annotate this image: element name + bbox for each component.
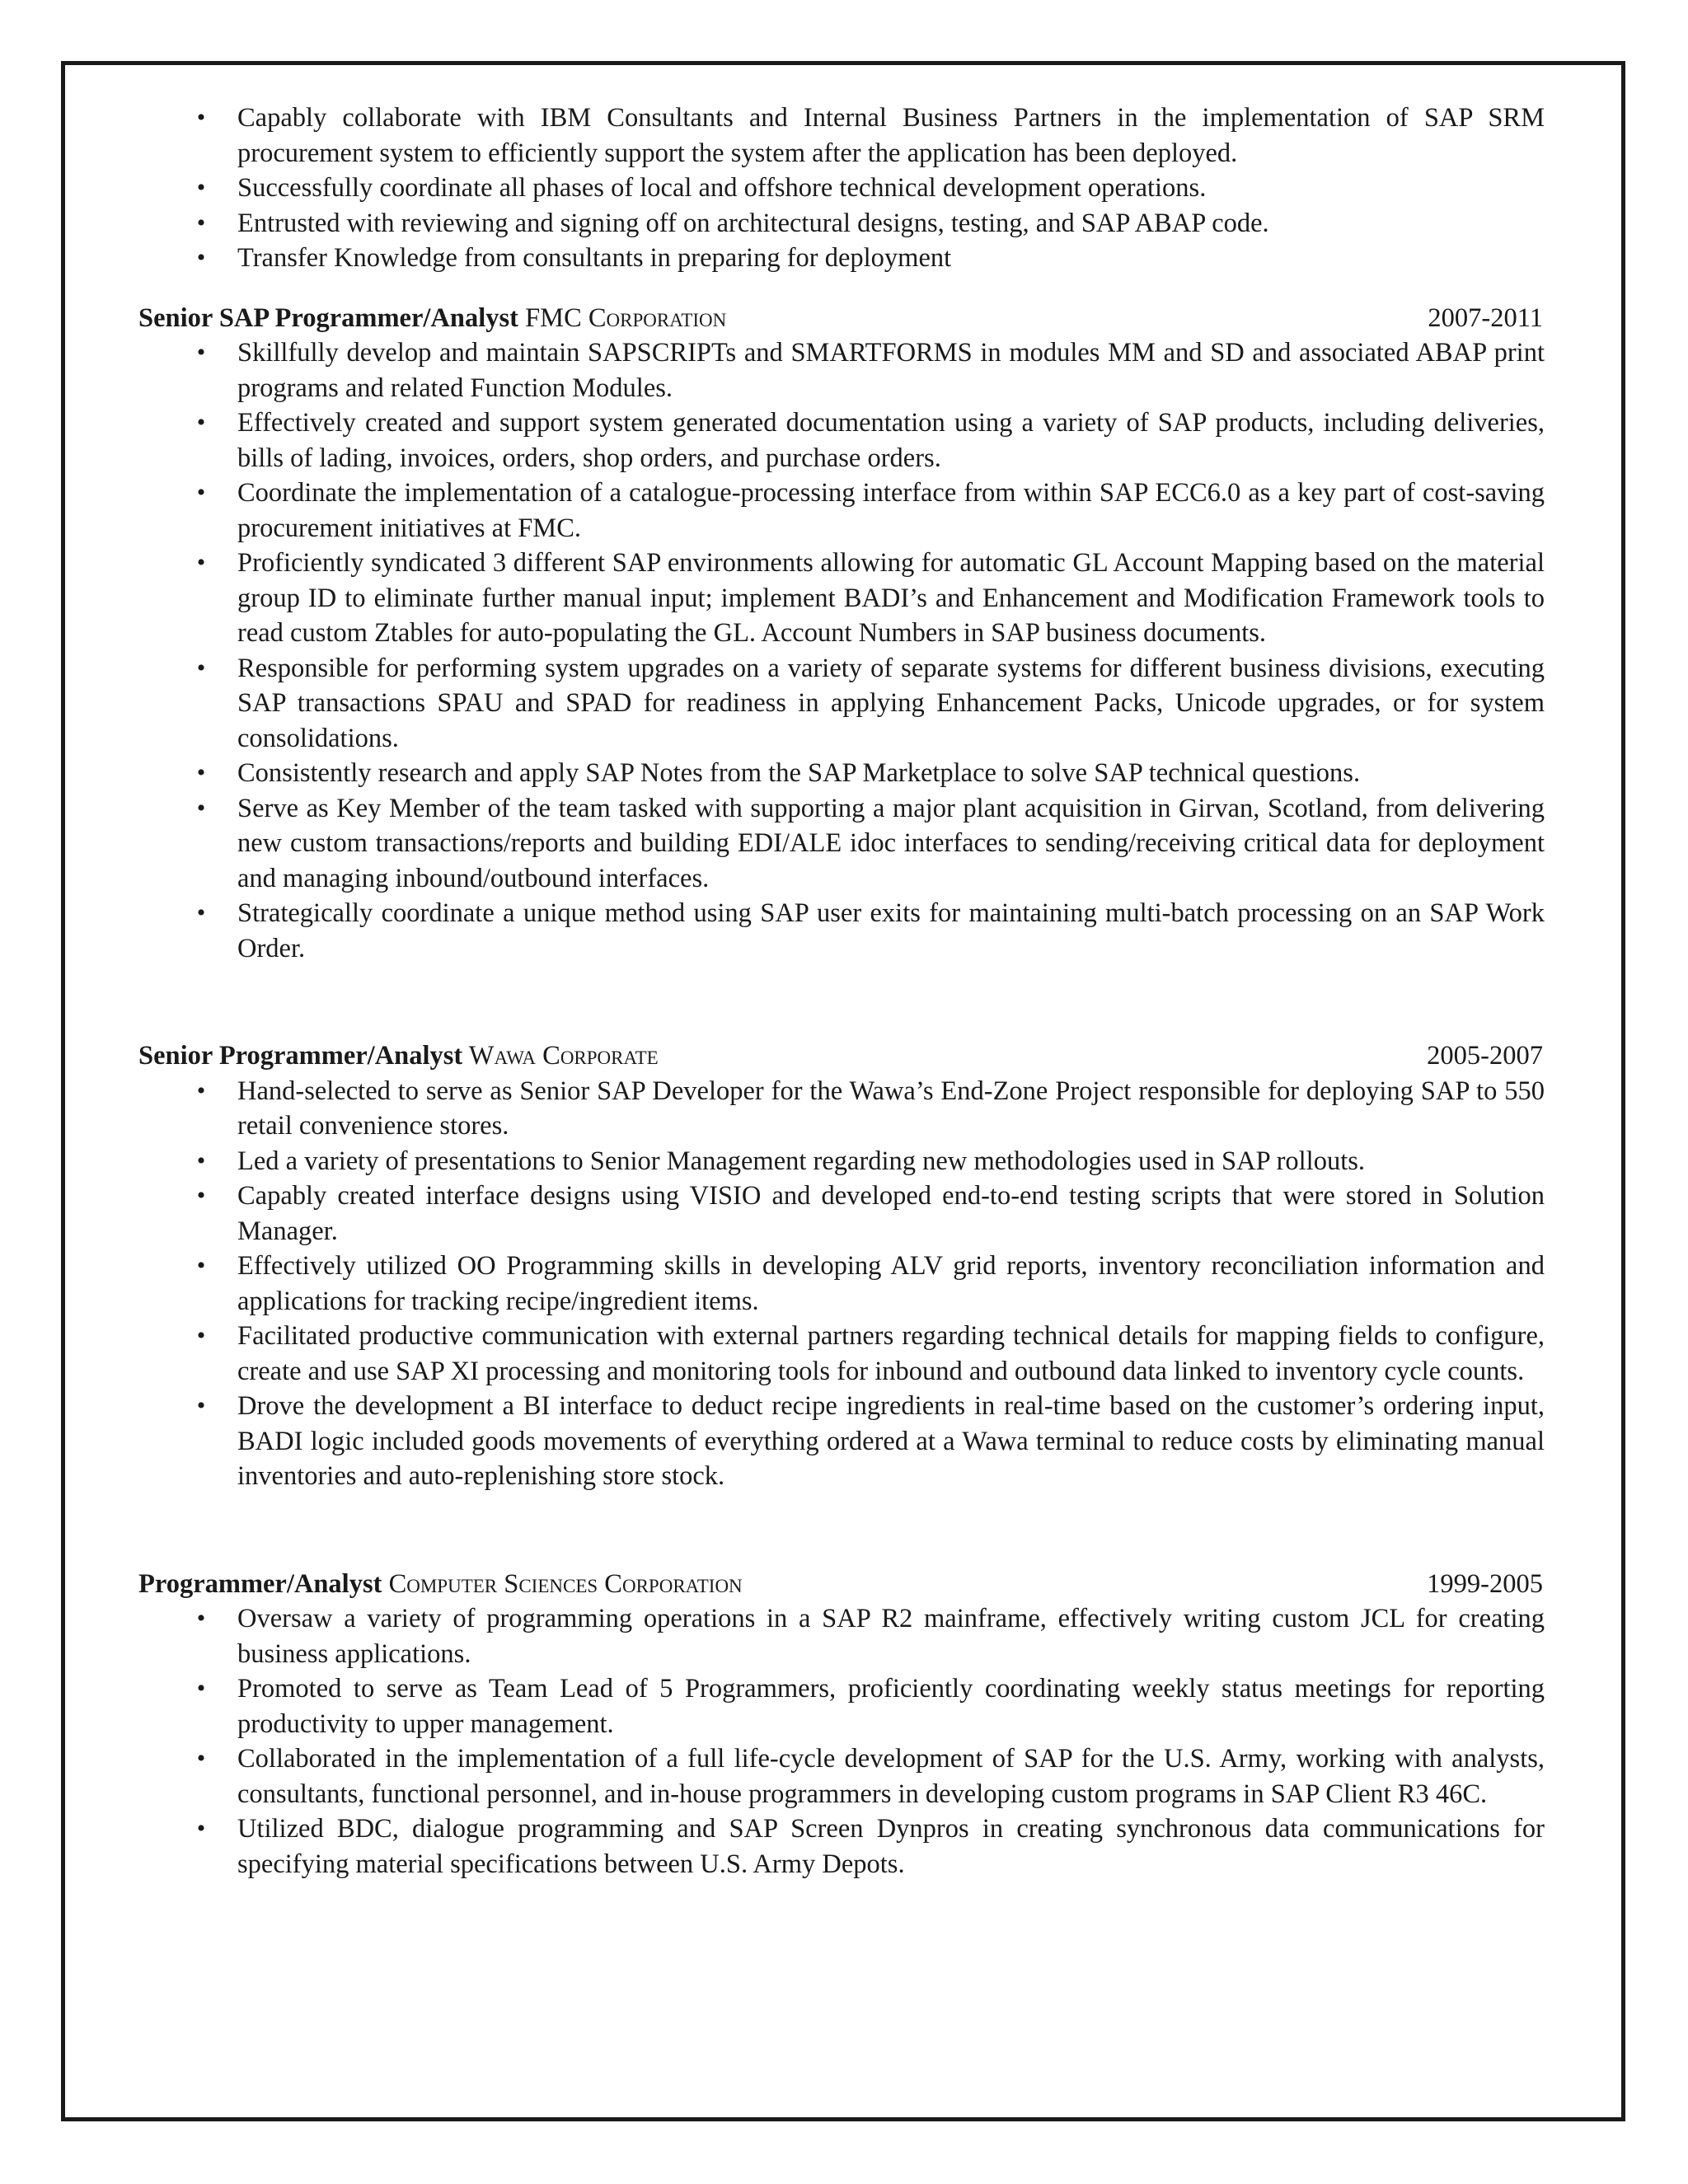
job-header (138, 301, 1545, 336)
bullet-item (138, 476, 1545, 546)
bullet-text: Entrusted with reviewing and signing off on architectural designs, testing, and SAP ABAP code. (237, 208, 1269, 238)
bullet-item (138, 1179, 1545, 1249)
bullet-dot-icon: • (196, 1815, 206, 1842)
bullet-item (138, 206, 1545, 241)
bullet-dot-icon: • (196, 794, 206, 822)
job-dates: 2007-2011 (1428, 302, 1543, 333)
resume-content (138, 101, 1545, 1882)
bullet-item (138, 101, 1545, 171)
bullet-dot-icon: • (196, 1675, 206, 1702)
bullet-text: Oversaw a variety of programming operations in a SAP R2 mainframe, effectively writing custom JCL for creating business applications. (237, 1604, 1545, 1669)
bullet-item (138, 1144, 1545, 1179)
company-name: FMC Corporation (518, 302, 727, 333)
bullet-dot-icon: • (196, 654, 206, 682)
bullet-item (138, 1671, 1545, 1741)
bullet-text: Capably collaborate with IBM Consultants and Internal Business Partners in the implementation of SAP SRM procurement system to efficiently support the system after the application has been deployed. (237, 103, 1545, 168)
company-name: Computer Sciences Corporation (382, 1568, 743, 1599)
bullet-dot-icon: • (196, 1252, 206, 1279)
bullet-item (138, 1249, 1545, 1319)
bullet-text: Skillfully develop and maintain SAPSCRIPTs and SMARTFORMS in modules MM and SD and associated ABAP print programs and related Function Modules. (237, 338, 1545, 403)
bullet-dot-icon: • (196, 899, 206, 926)
bullet-dot-icon: • (196, 104, 206, 131)
bullet-text: Strategically coordinate a unique method using SAP user exits for maintaining multi-batch processing on an SAP Work Order. (237, 898, 1545, 963)
job-title: Senior Programmer/Analyst (138, 1041, 463, 1071)
bullet-text: Hand-selected to serve as Senior SAP Developer for the Wawa’s End-Zone Project responsible for deploying SAP to 550 retail convenience stores. (237, 1076, 1545, 1141)
bullet-text: Led a variety of presentations to Senior Management regarding new methodologies used in SAP rollouts. (237, 1146, 1366, 1176)
bullet-dot-icon: • (196, 339, 206, 366)
job-heading (138, 1038, 659, 1074)
bullet-text: Transfer Knowledge from consultants in preparing for deployment (237, 243, 952, 273)
bullet-dot-icon: • (196, 209, 206, 237)
bullet-dot-icon: • (196, 244, 206, 271)
bullet-text: Serve as Key Member of the team tasked with supporting a major plant acquisition in Girvan, Scotland, from delivering new custom transactions/reports and building EDI/ALE idoc interfaces to sending/receiving critical data for deployment and managing inbound/outbound interfaces. (237, 793, 1545, 893)
job-entry (138, 301, 1545, 967)
job-title: Programmer/Analyst (138, 1568, 382, 1599)
bullet-item (138, 791, 1545, 897)
bullet-item (138, 171, 1545, 206)
bullet-text: Proficiently syndicated 3 different SAP environments allowing for automatic GL Account Mapping based on the material group ID to eliminate further manual input; implement BADI’s and Enhancement and Modification Framework tools to read custom Ztables for auto-populating the GL. Account Numbers in SAP business documents. (237, 548, 1545, 648)
job-header (138, 1038, 1545, 1074)
bullet-item (138, 651, 1545, 757)
bullet-text: Facilitated productive communication with external partners regarding technical details for mapping fields to configure, create and use SAP XI processing and monitoring tools for inbound and outbound data linked to inventory cycle counts. (237, 1321, 1545, 1386)
job-title: Senior SAP Programmer/Analyst (138, 302, 518, 333)
bullet-text: Utilized BDC, dialogue programming and SAP Screen Dynpros in creating synchronous data communications for specifying material specifications between U.S. Army Depots. (237, 1814, 1545, 1879)
job-entry (138, 1567, 1545, 1882)
job-heading (138, 301, 726, 336)
bullet-dot-icon: • (196, 1146, 206, 1174)
bullet-item (138, 1074, 1545, 1144)
bullet-item (138, 405, 1545, 476)
job-dates: 1999-2005 (1427, 1568, 1543, 1599)
experience-section (138, 301, 1545, 1882)
bullet-text: Promoted to serve as Team Lead of 5 Programmers, proficiently coordinating weekly status meetings for reporting productivity to upper management. (237, 1674, 1545, 1739)
bullet-dot-icon: • (196, 1745, 206, 1772)
bullet-item (138, 1741, 1545, 1811)
intro-bullet-list (138, 101, 1545, 276)
bullet-text: Successfully coordinate all phases of local and offshore technical development operations. (237, 173, 1207, 203)
company-name: Wawa Corporate (462, 1041, 659, 1071)
bullet-text: Consistently research and apply SAP Notes from the SAP Marketplace to solve SAP technical questions. (237, 758, 1361, 788)
bullet-item (138, 1389, 1545, 1494)
bullet-text: Responsible for performing system upgrades on a variety of separate systems for different business divisions, executing SAP transactions SPAU and SPAD for readiness in applying Enhancement Packs, Unicode upgrades, or for system consolidations. (237, 653, 1545, 753)
bullet-dot-icon: • (196, 759, 206, 786)
bullet-text: Drove the development a BI interface to deduct recipe ingredients in real-time based on the customer’s ordering input, BADI logic included goods movements of everything ordered at a Wawa terminal to reduce costs by eliminating manual inventories and auto-replenishing store stock. (237, 1391, 1545, 1491)
bullet-dot-icon: • (196, 549, 206, 576)
bullet-item (138, 896, 1545, 966)
bullet-dot-icon: • (196, 479, 206, 506)
bullet-item (138, 335, 1545, 405)
bullet-item (138, 756, 1545, 791)
job-heading (138, 1567, 743, 1602)
job-bullet-list (138, 1074, 1545, 1494)
bullet-dot-icon: • (196, 409, 206, 436)
bullet-text: Effectively utilized OO Programming skills in developing ALV grid reports, inventory reconciliation information and applications for tracking recipe/ingredient items. (237, 1251, 1545, 1316)
bullet-text: Collaborated in the implementation of a full life-cycle development of SAP for the U.S. Army, working with analysts, consultants, functional personnel, and in-house programmers in developing custom programs in SAP Client R3 46C. (237, 1744, 1545, 1809)
bullet-item (138, 1601, 1545, 1671)
bullet-dot-icon: • (196, 1322, 206, 1349)
job-bullet-list (138, 335, 1545, 966)
bullet-item (138, 1319, 1545, 1389)
job-bullet-list (138, 1601, 1545, 1882)
bullet-dot-icon: • (196, 1605, 206, 1632)
bullet-item (138, 546, 1545, 651)
job-dates: 2005-2007 (1427, 1041, 1543, 1071)
job-entry (138, 1038, 1545, 1494)
bullet-dot-icon: • (196, 1392, 206, 1419)
bullet-dot-icon: • (196, 174, 206, 201)
bullet-dot-icon: • (196, 1182, 206, 1209)
bullet-item (138, 241, 1545, 276)
job-header (138, 1567, 1545, 1602)
bullet-text: Coordinate the implementation of a catalogue-processing interface from within SAP ECC6.0 as a key part of cost-saving procurement initiatives at FMC. (237, 478, 1545, 543)
bullet-dot-icon: • (196, 1076, 206, 1104)
bullet-item (138, 1811, 1545, 1882)
bullet-text: Effectively created and support system generated documentation using a variety of SAP products, including deliveries, bills of lading, invoices, orders, shop orders, and purchase orders. (237, 408, 1545, 473)
bullet-text: Capably created interface designs using VISIO and developed end-to-end testing scripts that were stored in Solution Manager. (237, 1181, 1545, 1246)
